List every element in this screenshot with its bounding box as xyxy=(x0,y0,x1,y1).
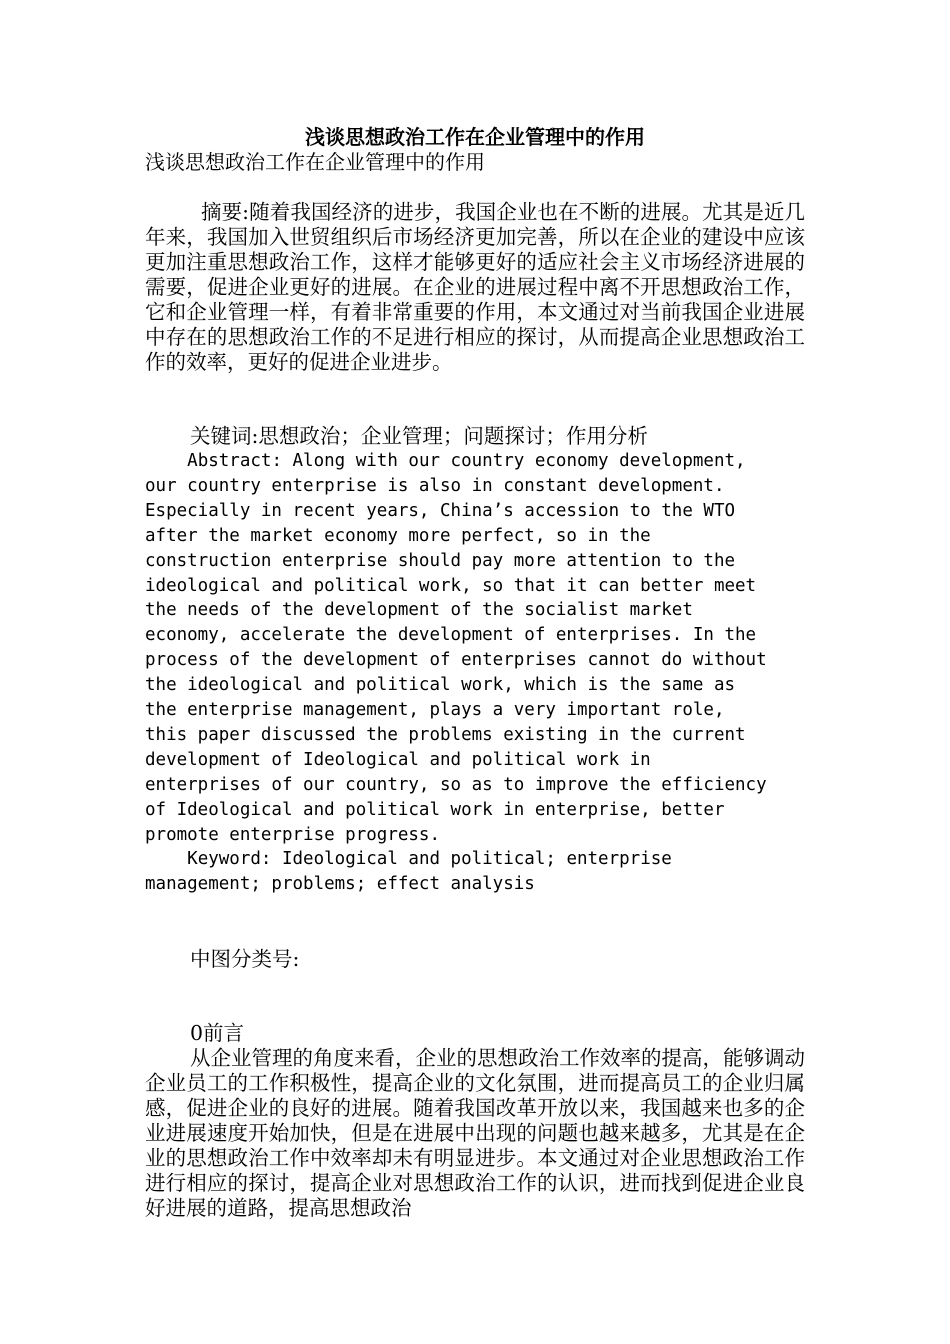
chinese-keywords: 关键词:思想政治；企业管理；问题探讨；作用分析 xyxy=(190,424,648,448)
preface-paragraph: 从企业管理的角度来看，企业的思想政治工作效率的提高，能够调动企业员工的工作积极性，提高企业的文化氛围，进而提高员工的企业归属感，促进企业的良好的进展。随着我国改革开放以来，我国越来也多的企业进展速度开始加快，但是在进展中出现的问题也越来越多，尤其是在企业的思想政治工作中效率却未有明显进步。本文通过对企业思想政治工作进行相应的探讨，提高企业对思想政治工作的认识，进而找到促进企业良好进展的道路，提高思想政治 xyxy=(145,1046,805,1220)
english-abstract: Abstract: Along with our country economy development, our country enterprise is also in constant development. Especially in recent years, China’s accession to the WTO after the market economy more perfect, so in the construction enterprise should pay more attention to the ideological and political work, so that it can better meet the needs of the development of the socialist market economy, accelerate the development of enterprises. In the process of the development of enterprises cannot do without the ideological and political work, which is the same as the enterprise management, plays a very important role, this paper discussed the problems existing in the current development of Ideological and political work in enterprises of our country, so as to improve the efficiency of Ideological and political work in enterprise, better promote enterprise progress. xyxy=(145,451,767,845)
english-keywords: Keyword: Ideological and political; enterprise management; problems; effect analysis xyxy=(145,849,672,894)
document-subtitle: 浅谈思想政治工作在企业管理中的作用 xyxy=(145,150,485,174)
chinese-abstract: 摘要:随着我国经济的进步，我国企业也在不断的进展。尤其是近几年来，我国加入世贸组织后市场经济更加完善，所以在企业的建设中应该更加注重思想政治工作，这样才能够更好的适应社会主义市场经济进展的需要，促进企业更好的进展。在企业的进展过程中离不开思想政治工作，它和企业管理一样，有着非常重要的作用，本文通过对当前我国企业进展中存在的思想政治工作的不足进行相应的探讨，从而提高企业思想政治工作的效率，更好的促进企业进步。 xyxy=(145,200,805,374)
document-title: 浅谈思想政治工作在企业管理中的作用 xyxy=(305,125,645,149)
classification-number-label: 中图分类号: xyxy=(190,947,300,971)
section-heading-preface: 0前言 xyxy=(190,1021,245,1045)
